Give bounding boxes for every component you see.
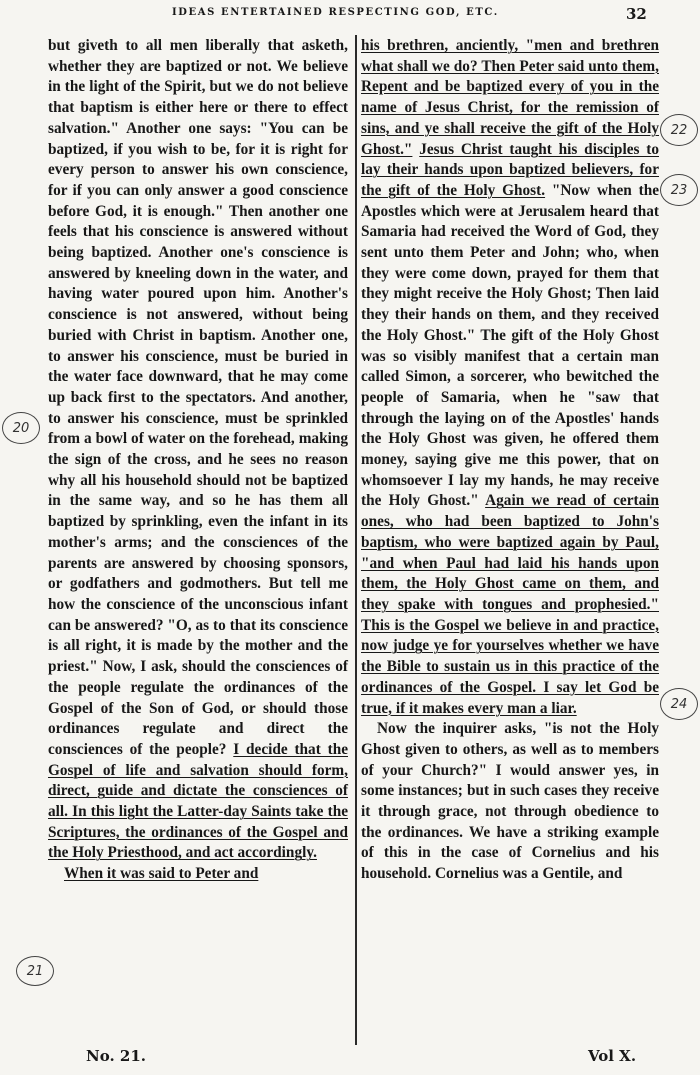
- right-underlined-passage-2: Jesus Christ taught his disciples to lay their hands upon baptized believers, for the gift of the Holy Ghost.: [361, 140, 659, 199]
- page-header: [0, 5, 700, 29]
- issue-number: No. 21.: [86, 1047, 146, 1065]
- page-number: 32: [626, 5, 647, 23]
- page-footer: [0, 1047, 700, 1073]
- right-body-text-2: Now the inquirer asks, "is not the Holy Ghost given to others, as well as to members of your Church?" I would answer yes, in some instances; but in such cases they receive it through grace, not through obedience to the ordinances. We have a striking example of this in the case of Cornelius and his household. Cornelius was a Gentile, and: [361, 720, 659, 883]
- right-underlined-passage-1: his brethren, anciently, "men and brethren what shall we do? Then Peter said unto them, Repent and be baptized every of you in the name of Jesus Christ, for the remission of sins, and ye shall receive the gift of the Holy Ghost.": [361, 37, 659, 158]
- left-body-text: but giveth to all men liberally that asketh, whether they are baptized or not. We believe in the light of the Spirit, but we do not believe that baptism is either here or there to effect salvation." Another one says: "You can be baptized, if you wish to be, for it is right for every person to answer his own conscience, for if you can only answer a good conscience before God, it is enough." Then another one feels that his conscience is answered without being baptized. Another one's conscience is answered by kneeling down in the water, and having water poured upon him. Another's conscience is not answered, without being buried with Christ in baptism. Another one, to answer his conscience, must be buried in the water face downward, that he may come up back first to the spectators. And another, to answer his conscience, must be sprinkled from a bowl of water on the forehead, making the sign of the cross, and he sees no reason why all his household should not be baptized in the same way, and so he has them all baptized by sprinkling, even the infant in its mother's arms; and the consciences of the parents are answered by choosing sponsors, or godfathers and godmothers. But tell me how the conscience of the unconscious infant can be answered? "O, as to that its conscience is all right, it is made by the mother and the priest." Now, I ask, should the consciences of the people regulate the ordinances of the Gospel of the Son of God, or should those ordinances regulate and direct the consciences of the people?: [48, 37, 348, 758]
- left-underlined-passage: I decide that the Gospel of life and salvation should form, direct, guide and dictate the consciences of all. In this light the Latter-day Saints take the Scriptures, the ordinances of the Gospel and the Holy Priesthood, and act accordingly.: [48, 740, 348, 862]
- right-column: [361, 36, 659, 885]
- margin-note-21: 21: [16, 956, 54, 986]
- left-paragraph-2: [48, 864, 348, 885]
- column-divider: [355, 35, 357, 1045]
- right-paragraph-2: [361, 719, 659, 885]
- left-column: [48, 36, 348, 885]
- volume-label: Vol X.: [588, 1047, 637, 1065]
- margin-note-24: 24: [660, 688, 698, 720]
- margin-note-22: 22: [660, 114, 698, 146]
- right-paragraph: [361, 36, 659, 719]
- running-head: IDEAS ENTERTAINED RESPECTING GOD, ETC.: [172, 7, 499, 18]
- left-paragraph: [48, 36, 348, 864]
- right-underlined-passage-3: Again we read of certain ones, who had been baptized to John's baptism, who were baptized again by Paul, "and when Paul had laid his hands upon them, the Holy Ghost came on them, and they spake with tongues and prophesied." This is the Gospel we believe in and practice, now judge ye for yourselves whether we have the Bible to sustain us in this practice of the ordinances of the Gospel. I say let God be true, if it makes every man a liar.: [361, 492, 659, 717]
- margin-note-20: 20: [2, 412, 40, 444]
- margin-note-23: 23: [660, 174, 698, 206]
- right-body-text: "Now when the Apostles which were at Jerusalem heard that Samaria had received the Word of God, they sent unto them Peter and John; who, when they were come down, prayed for them that they might receive the Holy Ghost; Then laid they their hands on them, and they received the Holy Ghost." The gift of the Holy Ghost was so visibly manifest that a certain man called Simon, a sorcerer, who bewitched the people of Samaria, when he "saw that through the laying on of the Apostles' hands the Holy Ghost was given, he offered them money, saying give me this power, that on whomsoever I lay my hands, he may receive the Holy Ghost.": [361, 181, 659, 510]
- left-underlined-fragment: When it was said to Peter and: [64, 865, 259, 883]
